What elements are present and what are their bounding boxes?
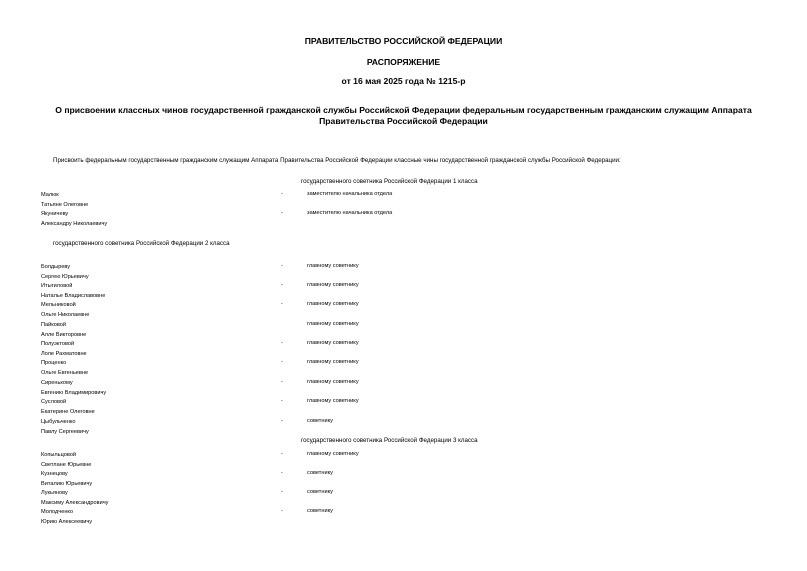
- dash: -: [281, 418, 283, 424]
- given-names: Наталье Владиславовне: [41, 292, 106, 299]
- dash: -: [281, 470, 283, 476]
- document-title: О присвоении классных чинов государственной гражданской службы Российской Федерации федеральным государственным гражданским служащим Аппарата Правительства Российской Федерации: [55, 105, 752, 126]
- surname: Лукьянову: [41, 490, 68, 496]
- surname: Сусловой: [41, 399, 67, 405]
- position: главному советнику: [307, 263, 359, 269]
- position: главному советнику: [307, 301, 359, 307]
- surname: Копыльцовой: [41, 452, 76, 458]
- surname: Полуэктовой: [41, 341, 75, 347]
- position: главному советнику: [307, 379, 359, 385]
- dash: -: [281, 263, 283, 269]
- surname: Сиренькому: [41, 380, 73, 386]
- given-names: Евгению Владимировичу: [41, 389, 107, 396]
- group-heading-class-1: государственного советника Российской Федерации 1 класса: [301, 178, 478, 185]
- dash: -: [281, 398, 283, 404]
- document-date-number: от 16 мая 2025 года № 1215-р: [341, 76, 466, 86]
- given-names: Максиму Александровичу: [41, 499, 109, 506]
- dash: -: [281, 210, 283, 216]
- surname: Болдыреву: [41, 264, 71, 270]
- group-heading-class-3: государственного советника Российской Федерации 3 класса: [301, 437, 478, 444]
- government-heading: ПРАВИТЕЛЬСТВО РОССИЙСКОЙ ФЕДЕРАЦИИ: [304, 36, 503, 46]
- dash: -: [281, 359, 283, 365]
- surname: Кузнецову: [41, 471, 68, 477]
- surname: Якуничеву: [41, 211, 69, 217]
- position: советнику: [307, 470, 333, 476]
- dash: -: [281, 379, 283, 385]
- position: советнику: [307, 418, 333, 424]
- given-names: Лоле Рахматовне: [41, 350, 87, 357]
- surname: Мельниковой: [41, 302, 76, 308]
- given-names: Виталию Юрьевичу: [41, 480, 93, 487]
- position: главному советнику: [307, 340, 359, 346]
- given-names: Ольге Николаевне: [41, 311, 90, 318]
- given-names: Алле Викторовне: [41, 331, 87, 338]
- document-type: РАСПОРЯЖЕНИЕ: [366, 57, 441, 67]
- position: советнику: [307, 489, 333, 495]
- position: главному советнику: [307, 359, 359, 365]
- surname: Проценко: [41, 360, 67, 366]
- position: советнику: [307, 508, 333, 514]
- given-names: Ольге Евгеньевне: [41, 369, 89, 376]
- surname: Пайковой: [41, 322, 67, 328]
- dash: -: [281, 340, 283, 346]
- surname: Итыгиловой: [41, 283, 73, 289]
- position: заместителю начальника отдела: [307, 191, 393, 197]
- dash: -: [281, 508, 283, 514]
- position: главному советнику: [307, 451, 359, 457]
- position: главному советнику: [307, 321, 359, 327]
- dash: -: [281, 451, 283, 457]
- given-names: Екатерине Олеговне: [41, 408, 95, 415]
- surname: Цыбульченко: [41, 419, 76, 425]
- given-names: Павлу Сергеевичу: [41, 428, 89, 435]
- surname: Молодченко: [41, 509, 74, 515]
- dash: -: [281, 301, 283, 307]
- given-names: Татьяне Олеговне: [41, 201, 89, 208]
- dash: -: [281, 489, 283, 495]
- position: заместителю начальника отдела: [307, 210, 393, 216]
- surname: Малюк: [41, 192, 59, 198]
- intro-paragraph: Присвоить федеральным государственным гражданским служащим Аппарата Правительства Российской Федерации классные чины государственной гражданской службы Российской Федерации:: [53, 157, 621, 164]
- dash: -: [281, 282, 283, 288]
- given-names: Светлане Юрьевне: [41, 461, 92, 468]
- given-names: Юрию Алексеевичу: [41, 518, 93, 525]
- group-heading-class-2: государственного советника Российской Федерации 2 класса: [53, 240, 230, 247]
- dash: -: [281, 191, 283, 197]
- given-names: Сергею Юрьевичу: [41, 273, 89, 280]
- given-names: Александру Николаевичу: [41, 220, 108, 227]
- position: главному советнику: [307, 282, 359, 288]
- position: главному советнику: [307, 398, 359, 404]
